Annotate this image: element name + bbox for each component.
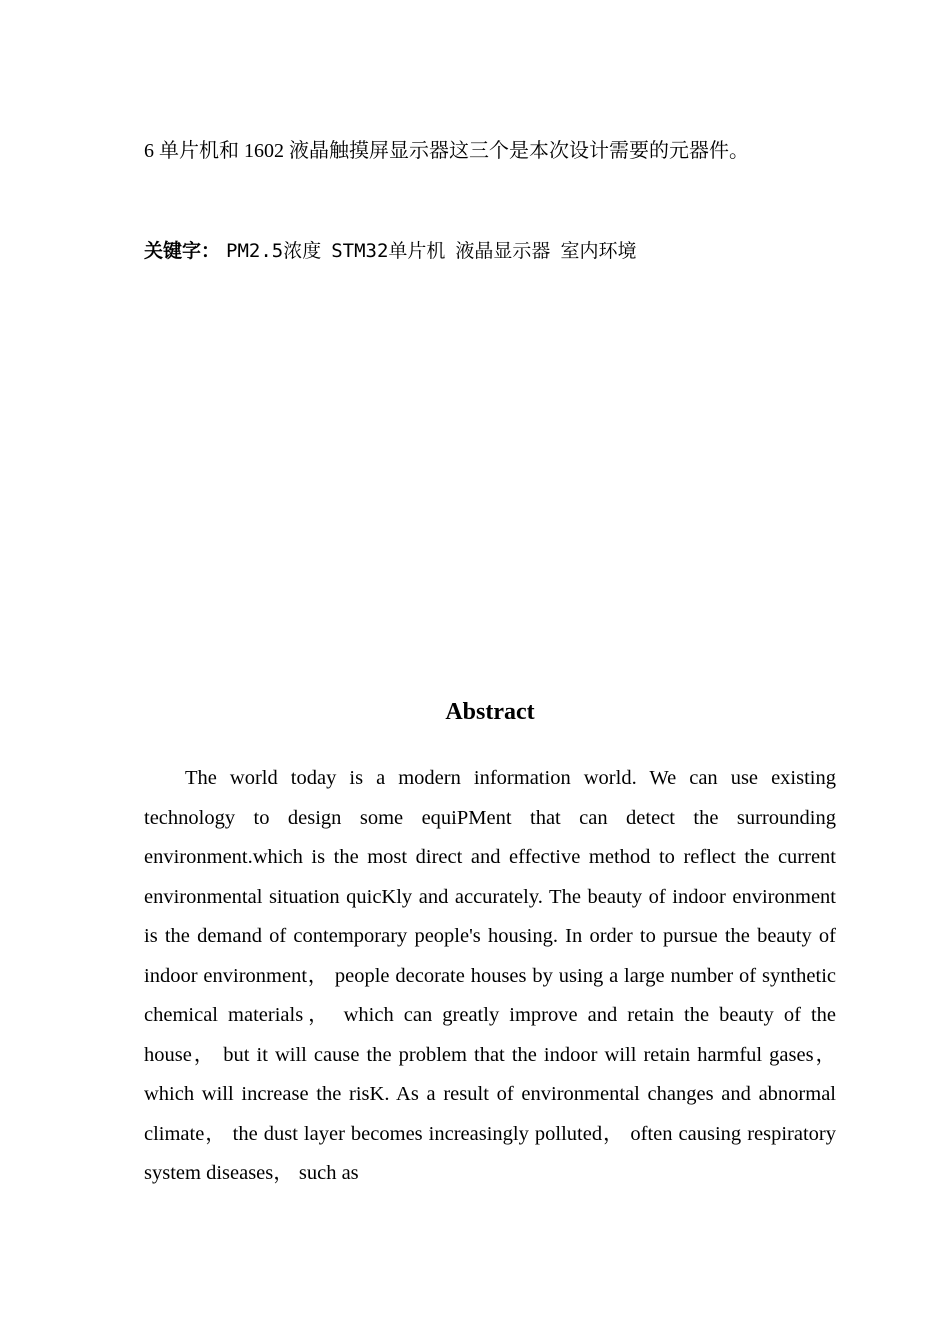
keyword-item: 液晶显示器 bbox=[455, 240, 551, 262]
keyword-item: STM32单片机 bbox=[331, 240, 446, 262]
keyword-item: 室内环境 bbox=[560, 240, 637, 262]
keywords-line bbox=[144, 237, 864, 265]
abstract-paragraph: The world today is a modern information world. We can use existing technology to design some equiPMent that can detect the surrounding environment.which is the most direct and effective method to reflect the current environmental situation quicKly and accurately. The beauty of indoor environment is the demand of contemporary people's housing. In order to pursue the beauty of indoor environment， people decorate houses by using a large number of synthetic chemical materials， which can greatly improve and retain the beauty of the house， but it will cause the problem that the indoor will retain harmful gases， which will increase the risK. As a result of environmental changes and abnormal climate， the dust layer becomes increasingly polluted， often causing respiratory system diseases， such as bbox=[144, 767, 836, 1184]
abstract-heading: Abstract bbox=[445, 699, 535, 725]
keyword-item: PM2.5浓度 bbox=[226, 240, 322, 262]
body-text-continuation: 6 单片机和 1602 液晶触摸屏显示器这三个是本次设计需要的元器件。 bbox=[144, 140, 749, 162]
keywords-label: 关键字： bbox=[144, 240, 221, 262]
keywords-values bbox=[226, 240, 646, 262]
